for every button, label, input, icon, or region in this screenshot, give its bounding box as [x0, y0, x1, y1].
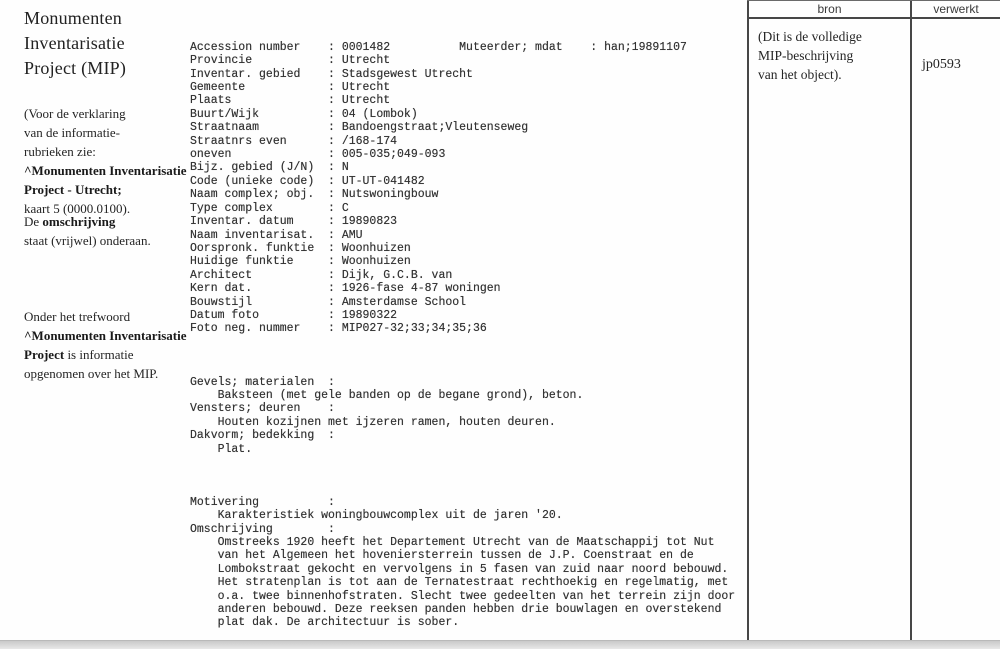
field-row: Huidige funktie : Woonhuizen — [190, 255, 411, 269]
field-row: Gemeente : Utrecht — [190, 81, 391, 95]
note-line: ^Monumenten Inventarisatie — [24, 328, 187, 343]
field-row: Inventar. datum : 19890823 — [190, 215, 398, 229]
section-label: Dakvorm; bedekking : — [190, 429, 335, 443]
verwerkt-code: jp0593 — [922, 57, 961, 72]
field-row: Naam complex; obj. : Nutswoningbouw — [190, 188, 439, 202]
note-line: rubrieken zie: — [24, 144, 96, 159]
note-verklaring — [24, 104, 192, 218]
field-row: Kern dat. : 1926-fase 4-87 woningen — [190, 282, 501, 296]
table-header-rule — [747, 17, 1000, 19]
section-text: anderen bebouwd. Deze reeksen panden hebben drie bouwlagen en overstekend — [190, 603, 722, 617]
section-text: o.a. twee binnenhofstraten. Slecht twee gedeelten van het terrein zijn door — [190, 589, 736, 603]
field-row: Straatnrs even : /168-174 — [190, 134, 398, 148]
field-row: Code (unieke code) : UT-UT-041482 — [190, 174, 425, 188]
section-text: Plat. — [190, 442, 253, 456]
section-label: Gevels; materialen : — [190, 375, 335, 389]
section-text: plat dak. De architectuur is sober. — [190, 616, 460, 630]
table-divider-middle — [910, 0, 912, 641]
section-label: Vensters; deuren : — [190, 402, 335, 416]
note-line: van de informatie- — [24, 125, 121, 140]
field-row: Foto neg. nummer : MIP027-32;33;34;35;36 — [190, 322, 487, 336]
field-row: Provincie : Utrecht — [190, 54, 391, 68]
column-header-bron: bron — [817, 2, 842, 16]
field-row: Buurt/Wijk : 04 (Lombok) — [190, 107, 418, 121]
description-sections — [190, 496, 735, 630]
field-row: Accession number : 0001482 Muteerder; mdat : han;19891107 — [190, 40, 687, 54]
section-text: Baksteen (met gele banden op de begane grond), beton. — [190, 388, 584, 402]
bron-note-line: (Dit is de volledige — [758, 29, 862, 44]
materials-sections — [190, 376, 735, 456]
note-line: staat (vrijwel) onderaan. — [24, 233, 151, 248]
field-list — [190, 41, 735, 336]
note-line: Onder het trefwoord — [24, 309, 131, 324]
note-line: Project - Utrecht; — [24, 182, 122, 197]
scan-bottom-edge — [0, 640, 1000, 649]
section-text: Karakteristiek woningbouwcomplex uit de jaren '20. — [190, 509, 563, 523]
table-divider-left — [747, 0, 749, 641]
field-row: Architect : Dijk, G.C.B. van — [190, 268, 453, 282]
table-top-rule — [747, 0, 1000, 1]
field-row: Bouwstijl : Amsterdamse School — [190, 295, 467, 309]
section-label: Motivering : — [190, 495, 335, 509]
note-line: kaart 5 (0000.0100). — [24, 201, 131, 216]
field-row: Plaats : Utrecht — [190, 94, 391, 108]
page-title-line: Inventarisatie — [24, 33, 125, 53]
section-label: Omschrijving : — [190, 522, 335, 536]
field-row: Datum foto : 19890322 — [190, 308, 398, 322]
field-row: Inventar. gebied : Stadsgewest Utrecht — [190, 67, 473, 81]
field-row: Naam inventarisat. : AMU — [190, 228, 363, 242]
page-title-line: Monumenten — [24, 8, 122, 28]
section-text: Houten kozijnen met ijzeren ramen, houten deuren. — [190, 415, 556, 429]
page-title — [24, 6, 192, 81]
section-text: van het Algemeen het hoveniersterrein tussen de J.P. Coenstraat en de — [190, 549, 694, 563]
field-row: Oorspronk. funktie : Woonhuizen — [190, 241, 411, 255]
field-row: Bijz. gebied (J/N) : N — [190, 161, 349, 175]
section-text: Lombokstraat gekocht en vervolgens in 5 fasen van zuid naar noord bebouwd. — [190, 562, 729, 576]
section-text: Omstreeks 1920 heeft het Departement Utrecht van de Maatschappij tot Nut — [190, 536, 715, 550]
bron-note-line: van het object). — [758, 67, 842, 82]
note-line: ^Monumenten Inventarisatie — [24, 163, 187, 178]
note-line: (Voor de verklaring — [24, 106, 126, 121]
field-row: Straatnaam : Bandoengstraat;Vleutenseweg — [190, 121, 529, 135]
note-trefwoord — [24, 307, 192, 383]
page-title-line: Project (MIP) — [24, 58, 127, 78]
column-header-verwerkt: verwerkt — [933, 2, 979, 16]
note-line: opgenomen over het MIP. — [24, 366, 159, 381]
field-row: oneven : 005-035;049-093 — [190, 148, 446, 162]
note-omschrijving-hint — [24, 212, 192, 250]
field-row: Type complex : C — [190, 201, 349, 215]
section-text: Het stratenplan is tot aan de Ternatestraat rechthoekig en regelmatig, met — [190, 576, 729, 590]
note-line: De omschrijving — [24, 214, 116, 229]
mip-record — [190, 14, 735, 649]
bron-note — [758, 27, 908, 84]
bron-note-line: MIP-beschrijving — [758, 48, 854, 63]
note-line: Project is informatie — [24, 347, 134, 362]
sidebar — [24, 6, 192, 381]
